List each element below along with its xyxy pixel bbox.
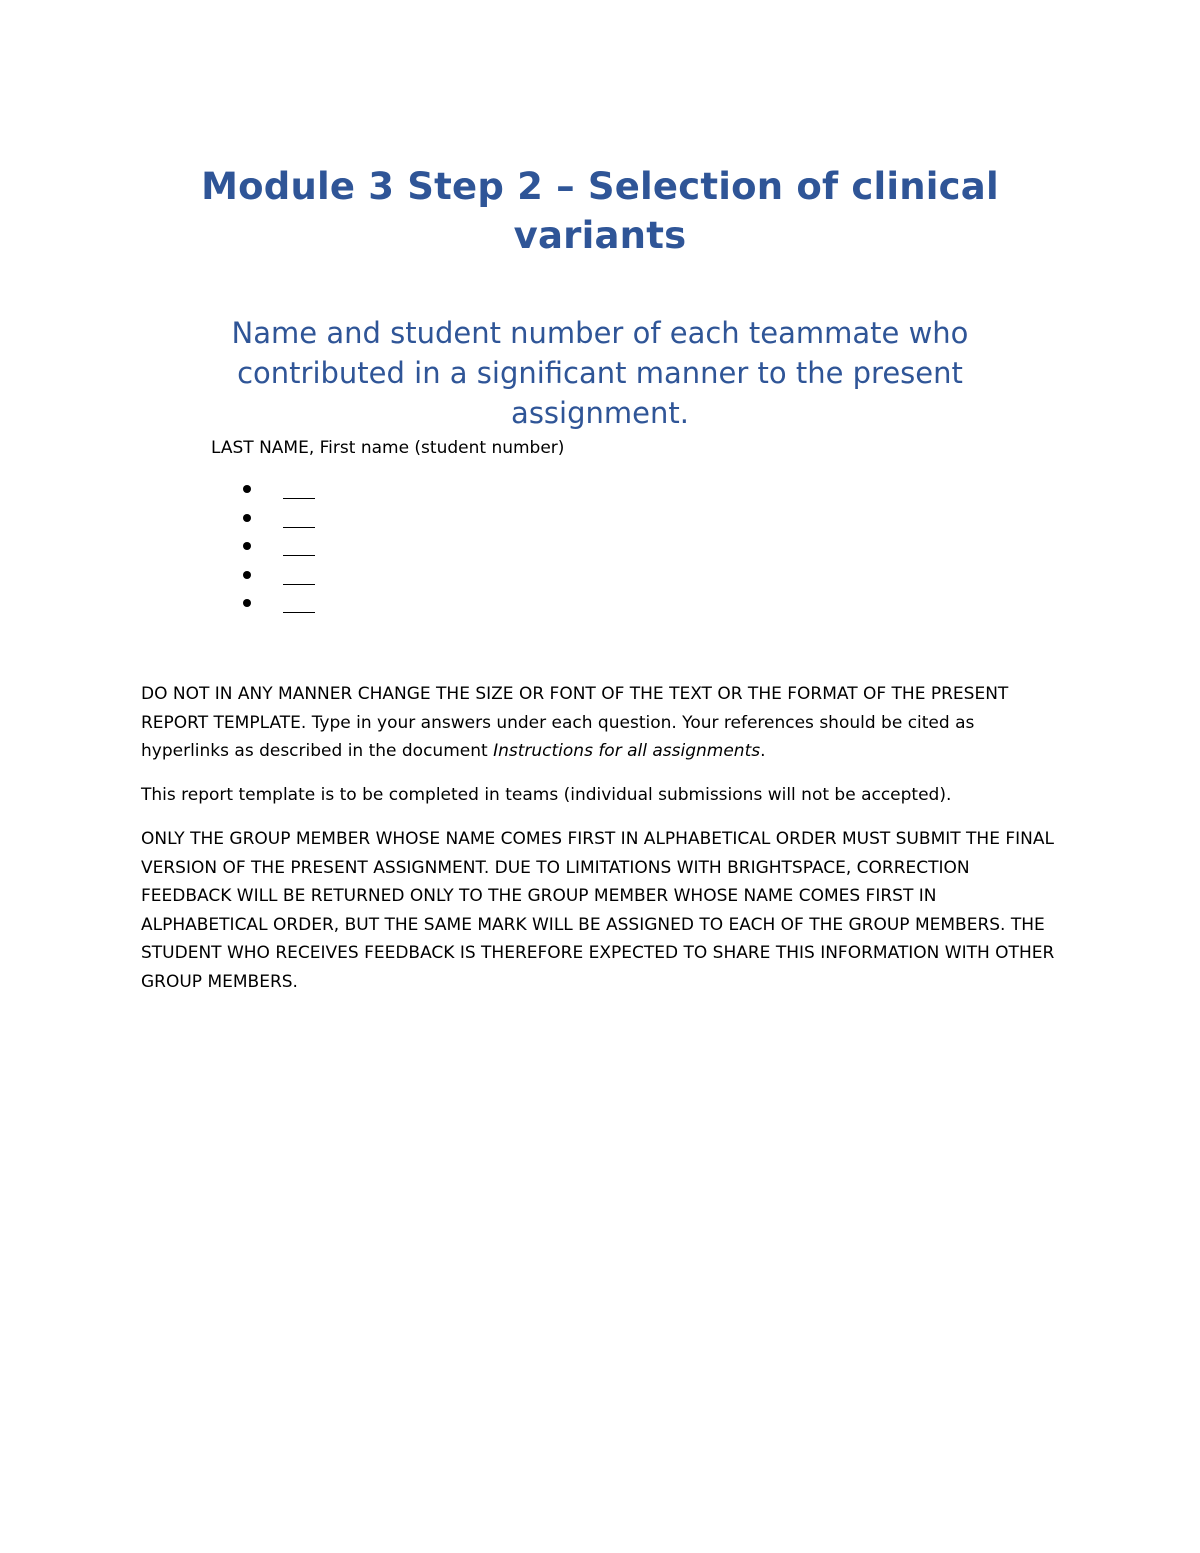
bullet-icon [243, 514, 251, 522]
teammates-heading: Name and student number of each teammate who contributed in a significant manner to the present assignment. [231, 316, 969, 430]
bullet-icon [243, 542, 251, 550]
blank-field[interactable] [283, 584, 315, 585]
name-format-hint: LAST NAME, First name (student number) [211, 438, 565, 458]
blank-field[interactable] [283, 555, 315, 556]
blank-field[interactable] [283, 498, 315, 499]
instructions-period: . [760, 741, 766, 761]
formatting-instructions [141, 680, 1061, 766]
bullet-icon [243, 571, 251, 579]
instructions-text: DO NOT IN ANY MANNER CHANGE THE SIZE OR FONT OF THE TEXT OR THE FORMAT OF THE PRESENT REPORT TEMPLATE. Type in your answers under each question. Your references should be cited as hyperlinks as described in the document [141, 684, 1009, 761]
bullet-icon [243, 599, 251, 607]
document-title: Module 3 Step 2 – Selection of clinical variants [201, 165, 999, 257]
blank-field[interactable] [283, 527, 315, 528]
submission-note: ONLY THE GROUP MEMBER WHOSE NAME COMES FIRST IN ALPHABETICAL ORDER MUST SUBMIT THE FINAL VERSION OF THE PRESENT ASSIGNMENT. DUE TO LIMITATIONS WITH BRIGHTSPACE, CORRECTION FEEDBACK WILL BE RETURNED ONLY TO THE GROUP MEMBER WHOSE NAME COMES FIRST IN ALPHABETICAL ORDER, BUT THE SAME MARK WILL BE ASSIGNED TO EACH OF THE GROUP MEMBERS. THE STUDENT WHO RECEIVES FEEDBACK IS THEREFORE EXPECTED TO SHARE THIS INFORMATION WITH OTHER GROUP MEMBERS. [141, 829, 1055, 992]
team-note: This report template is to be completed in teams (individual submissions will not be accepted). [141, 785, 952, 805]
blank-field[interactable] [283, 612, 315, 613]
instructions-doc-reference: Instructions for all assignments [493, 741, 761, 761]
bullet-icon [243, 485, 251, 493]
